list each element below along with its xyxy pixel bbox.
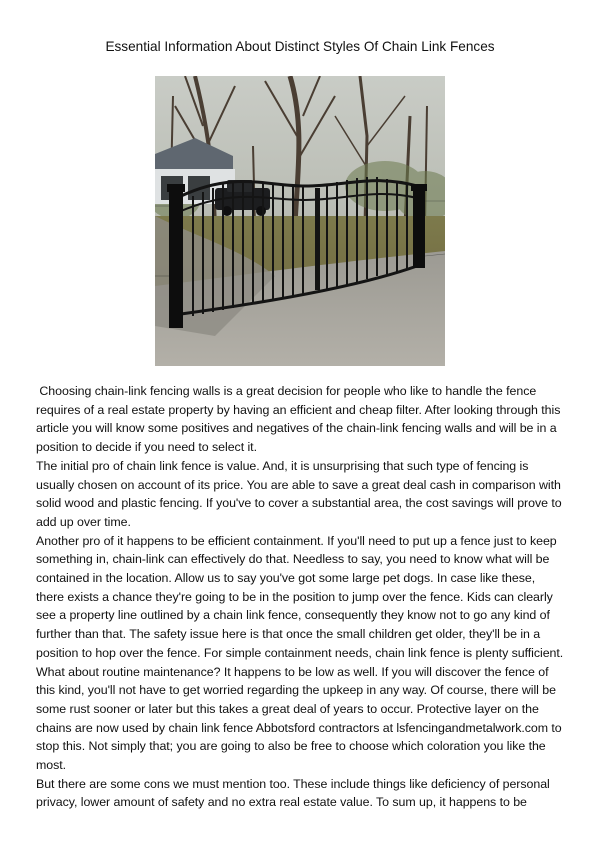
paragraph-value: The initial pro of chain link fence is value. And, it is unsurprising that such type of fencing is usually chosen on account of its price. You are able to save a great deal cash in comparison with solid wood and plastic fencing. If you've to cover a substantial area, the cost savings will prove to add up over time.: [36, 458, 562, 529]
paragraph-intro: Choosing chain-link fencing walls is a great decision for people who like to handle the fence requires of a real estate property by having an efficient and cheap filter. After looking through this article you will know some positives and negatives of the chain-link fencing walls and will be in a position to decide if you need to select it.: [36, 384, 564, 455]
paragraph-containment: Another pro of it happens to be efficient containment. If you'll need to put up a fence just to keep something in, chain-link can effectively do that. Needless to say, you need to know what will be contained in the location. Allow us to say you've got some large pet dogs. In case like these, there exists a chance they're going to be in the position to jump over the fence. Kids can clearly see a property line outlined by a chain link fence, consequently they know not to go any kind of further than that. The safety issue here is that once the small children get older, they'll be in a position to hop over the fence. For simple containment needs, chain link fence is plenty sufficient.: [36, 533, 564, 660]
document-title: Essential Information About Distinct Styles Of Chain Link Fences: [105, 39, 495, 54]
paragraph-maintenance: What about routine maintenance? It happens to be low as well. If you will discover the fence of this kind, you'll not have to get worried regarding the upkeep in any way. Of course, there will be some rust sooner or later but this takes a great deal of years to occur. Protective layer on the chains are now used by chain link fence Abbotsford contractors at lsfencingandmetalwork.com to stop this. Not simply that; you are going to also be free to choose which coloration you like the most.: [36, 664, 562, 773]
paragraph-cons: But there are some cons we must mention too. These include things like deficiency of personal privacy, lower amount of safety and no extra real estate value. To sum up, it happens to be: [36, 776, 550, 810]
article-body: [36, 382, 566, 812]
fence-gate-photo: [155, 76, 445, 366]
